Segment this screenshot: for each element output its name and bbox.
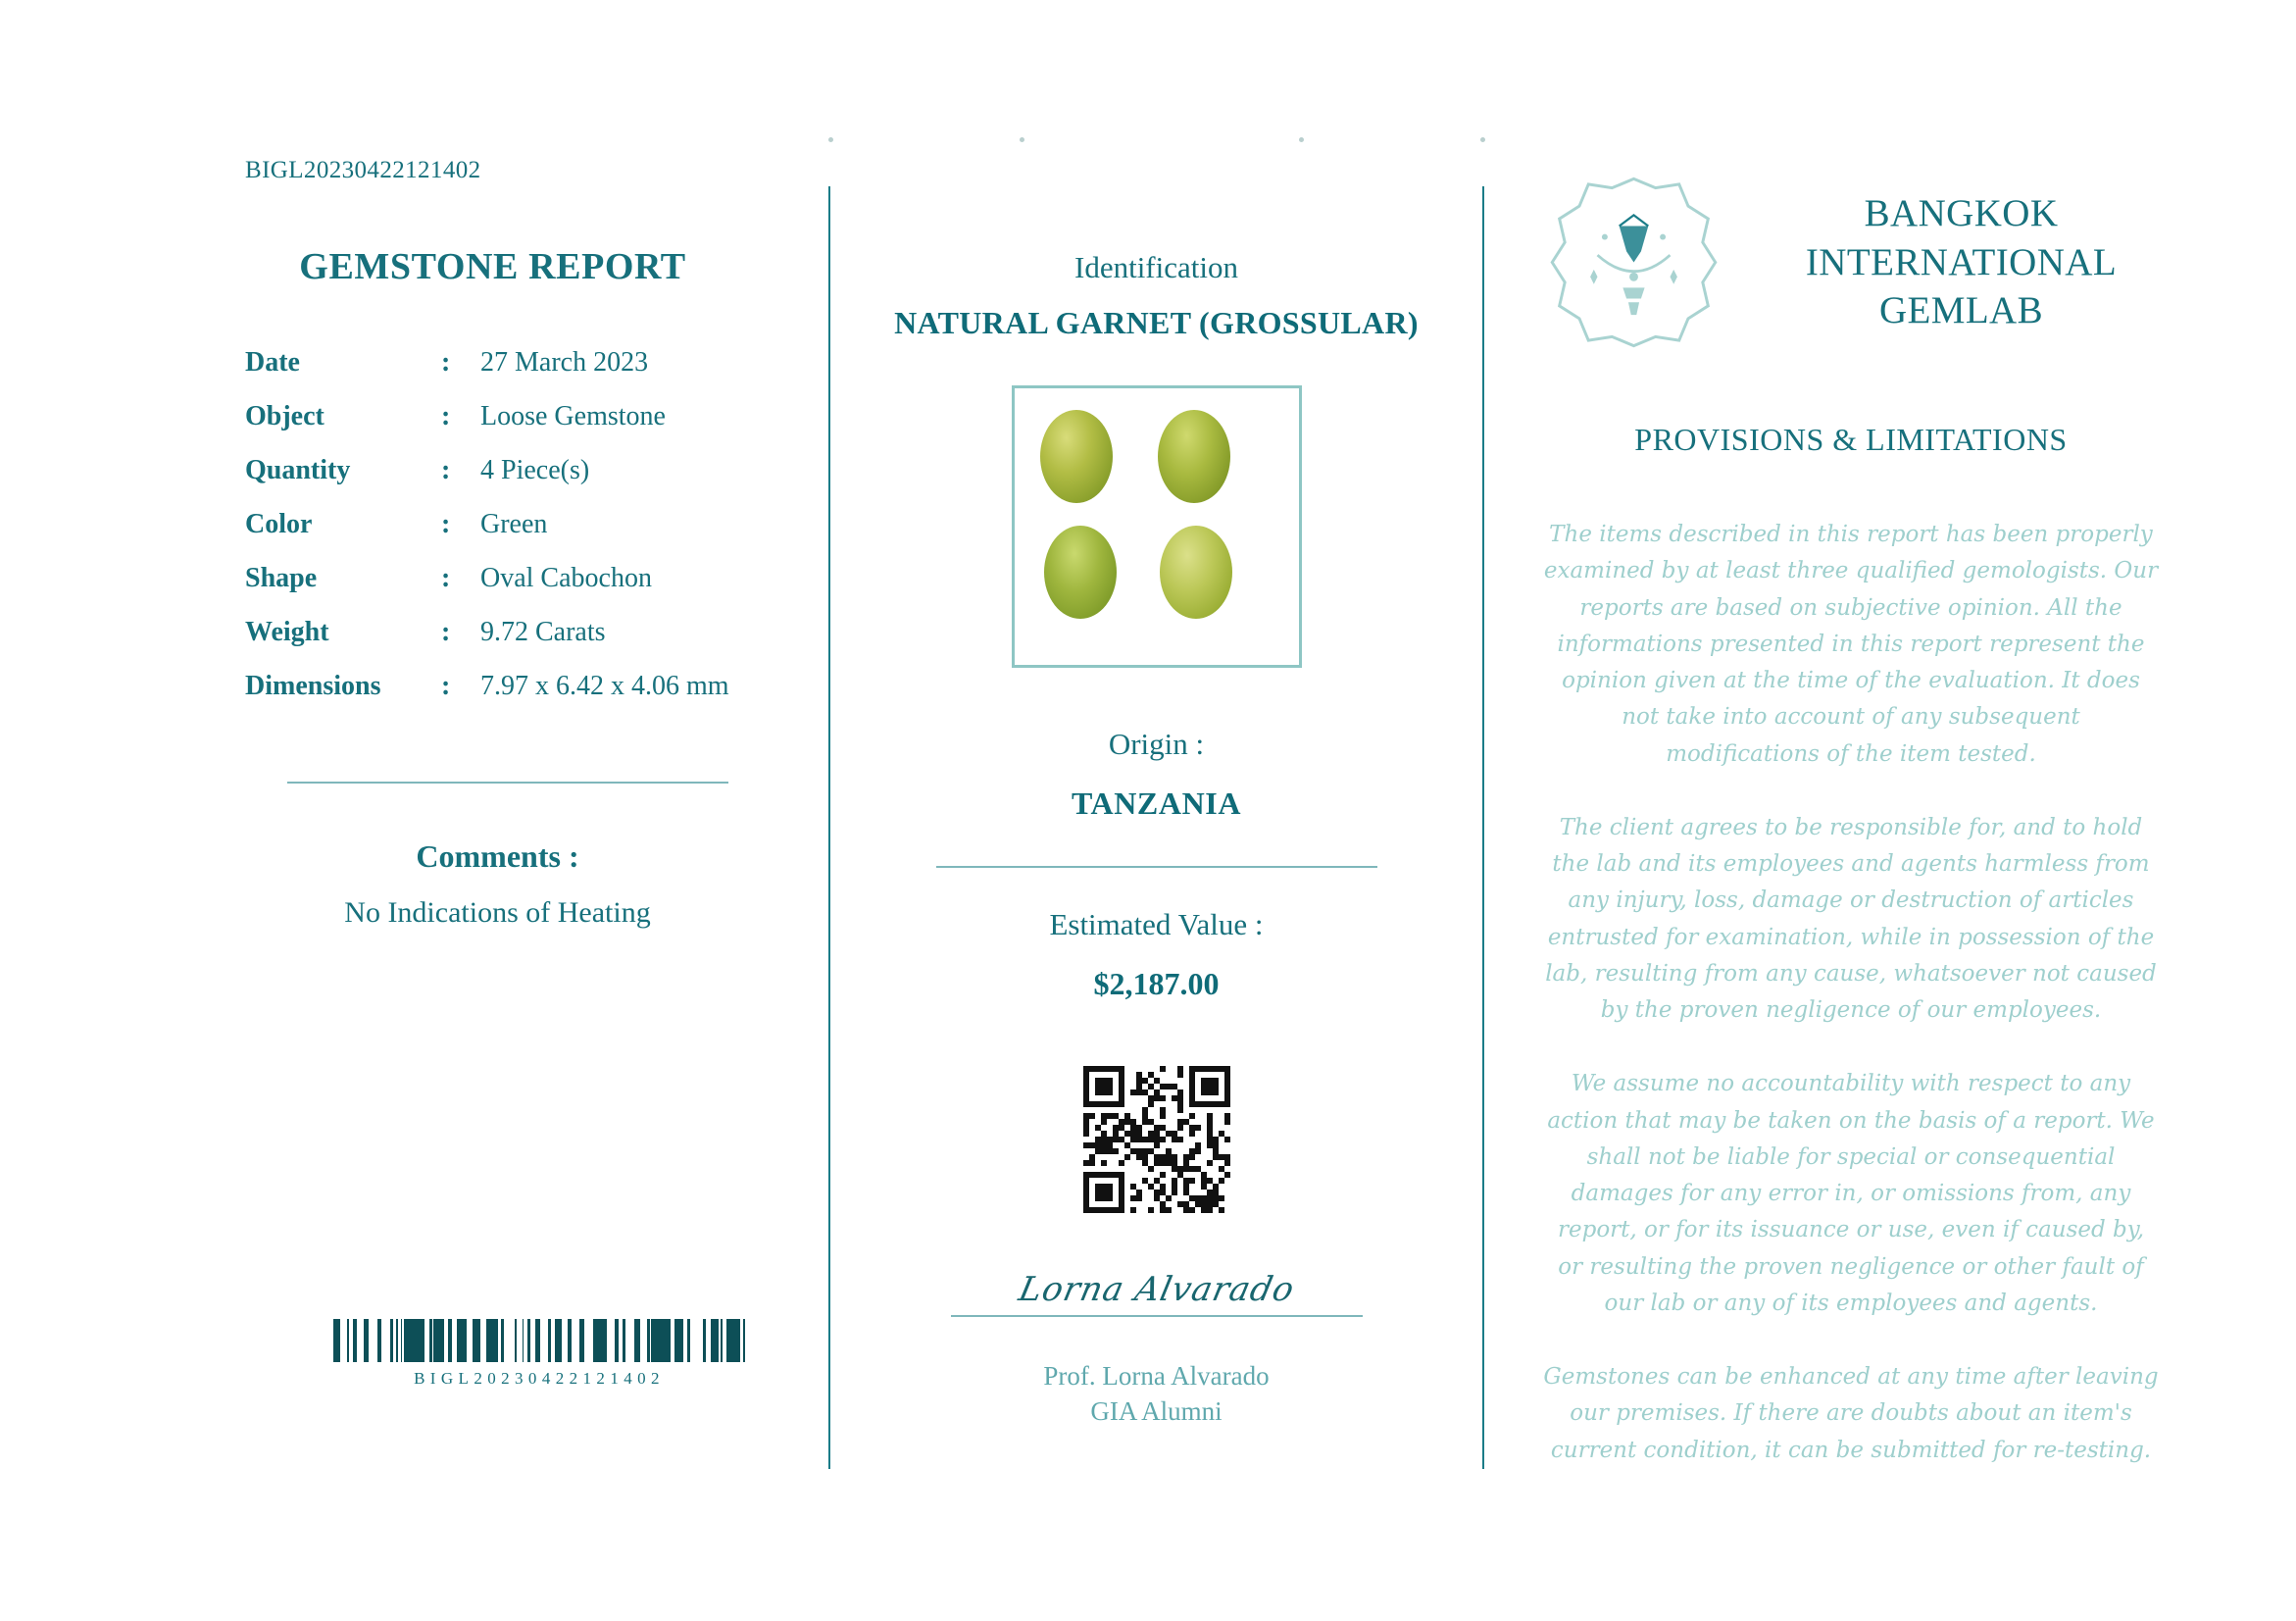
spec-key: Object	[245, 401, 324, 431]
spec-value: 27 March 2023	[480, 347, 649, 378]
gemstone-1	[1040, 410, 1113, 503]
provisions-paragraph: Gemstones can be enhanced at any time after leaving our premises. If there are doubts about an item's current condition, it can be submitted for re-testing.	[1543, 1364, 2159, 1463]
origin-value: TANZANIA	[1071, 785, 1242, 821]
spec-separator: :	[441, 671, 451, 701]
estimated-value-label: Estimated Value :	[1049, 907, 1264, 941]
signature-line	[951, 1315, 1363, 1317]
signer-title: GIA Alumni	[1090, 1396, 1223, 1427]
identification-value: NATURAL GARNET (GROSSULAR)	[894, 305, 1419, 340]
estimated-value-amount: $2,187.00	[1093, 966, 1220, 1001]
provisions-paragraph: The client agrees to be responsible for, and to hold the lab and its employees and agents harmless from any injury, loss, damage or destruction of articles entrusted for examination, while in possession of the lab, resulting from any cause, whatsoever not caused by the proven negligence of our employees.	[1545, 814, 2157, 1023]
spec-separator: :	[441, 455, 451, 485]
spec-key: Date	[245, 347, 300, 378]
brand-line-1: BANGKOK	[1864, 191, 2059, 234]
gemstone-3	[1044, 526, 1117, 619]
right-column	[1484, 0, 2296, 1621]
spec-key: Dimensions	[245, 671, 381, 701]
spec-separator: :	[441, 509, 451, 539]
table-row	[245, 401, 729, 455]
brand-line-3: GEMLAB	[1878, 289, 2044, 332]
comments-text: No Indications of Heating	[344, 896, 651, 929]
table-row	[245, 455, 729, 509]
spec-separator: :	[441, 401, 451, 431]
signature-block	[830, 1270, 1482, 1339]
provisions-paragraph: We assume no accountability with respect to any action that may be taken on the basis of a report. We shall not be liable for special or consequential damages for any error in, or omissions from, any report, or for its issuance or use, even if caused by, or resulting the proven negligence or other fault of our lab or any of its employees and agents.	[1547, 1071, 2155, 1316]
brand-header	[1543, 172, 2159, 353]
barcode-block	[333, 1319, 745, 1389]
spec-separator: :	[441, 617, 451, 647]
table-row	[245, 509, 729, 563]
spec-value: Loose Gemstone	[480, 401, 666, 431]
signature-script: Lorna Alvarado	[1015, 1270, 1298, 1309]
barcode-number: BIGL20230422121402	[414, 1369, 665, 1388]
spec-key: Shape	[245, 563, 318, 593]
comments-title: Comments :	[416, 838, 579, 874]
gemstone-2	[1158, 410, 1230, 503]
origin-label: Origin :	[1108, 727, 1205, 761]
table-row	[245, 347, 729, 401]
brand-title	[1764, 189, 2159, 336]
middle-column	[830, 0, 1482, 1621]
spec-key: Color	[245, 509, 313, 539]
table-row	[245, 563, 729, 617]
spec-key: Weight	[245, 617, 329, 647]
spec-separator: :	[441, 347, 451, 378]
specs-table	[245, 347, 729, 725]
qr-code[interactable]	[1083, 1066, 1230, 1213]
spec-value: 7.97 x 6.42 x 4.06 mm	[480, 671, 729, 701]
report-id: BIGL20230422121402	[245, 157, 481, 183]
signer-name: Prof. Lorna Alvarado	[1043, 1361, 1270, 1391]
divider-rule-mid	[936, 866, 1377, 868]
provisions-paragraph: The items described in this report has been properly examined by at least three qualified gemologists. Our reports are based on subjective opinion. All the informations presented in this report represent the opinion given at the time of the evaluation. It does not take into account of any subsequent modifications of the item tested.	[1543, 522, 2159, 767]
gemlab-logo-icon	[1543, 172, 1724, 353]
provisions-title: PROVISIONS & LIMITATIONS	[1634, 422, 2068, 457]
spec-key: Quantity	[245, 455, 351, 485]
spec-value: Oval Cabochon	[480, 563, 652, 593]
page-title: GEMSTONE REPORT	[299, 246, 686, 287]
divider-rule	[287, 782, 728, 784]
gemstone-4	[1160, 526, 1232, 619]
brand-line-2: INTERNATIONAL	[1805, 240, 2118, 283]
barcode-icon	[333, 1319, 745, 1362]
spec-separator: :	[441, 563, 451, 593]
spec-value: 9.72 Carats	[480, 617, 606, 647]
table-row	[245, 671, 729, 725]
spec-value: 4 Piece(s)	[480, 455, 590, 485]
spec-value: Green	[480, 509, 548, 539]
table-row	[245, 617, 729, 671]
identification-label: Identification	[1074, 250, 1238, 284]
gemstone-photo	[1012, 385, 1302, 668]
